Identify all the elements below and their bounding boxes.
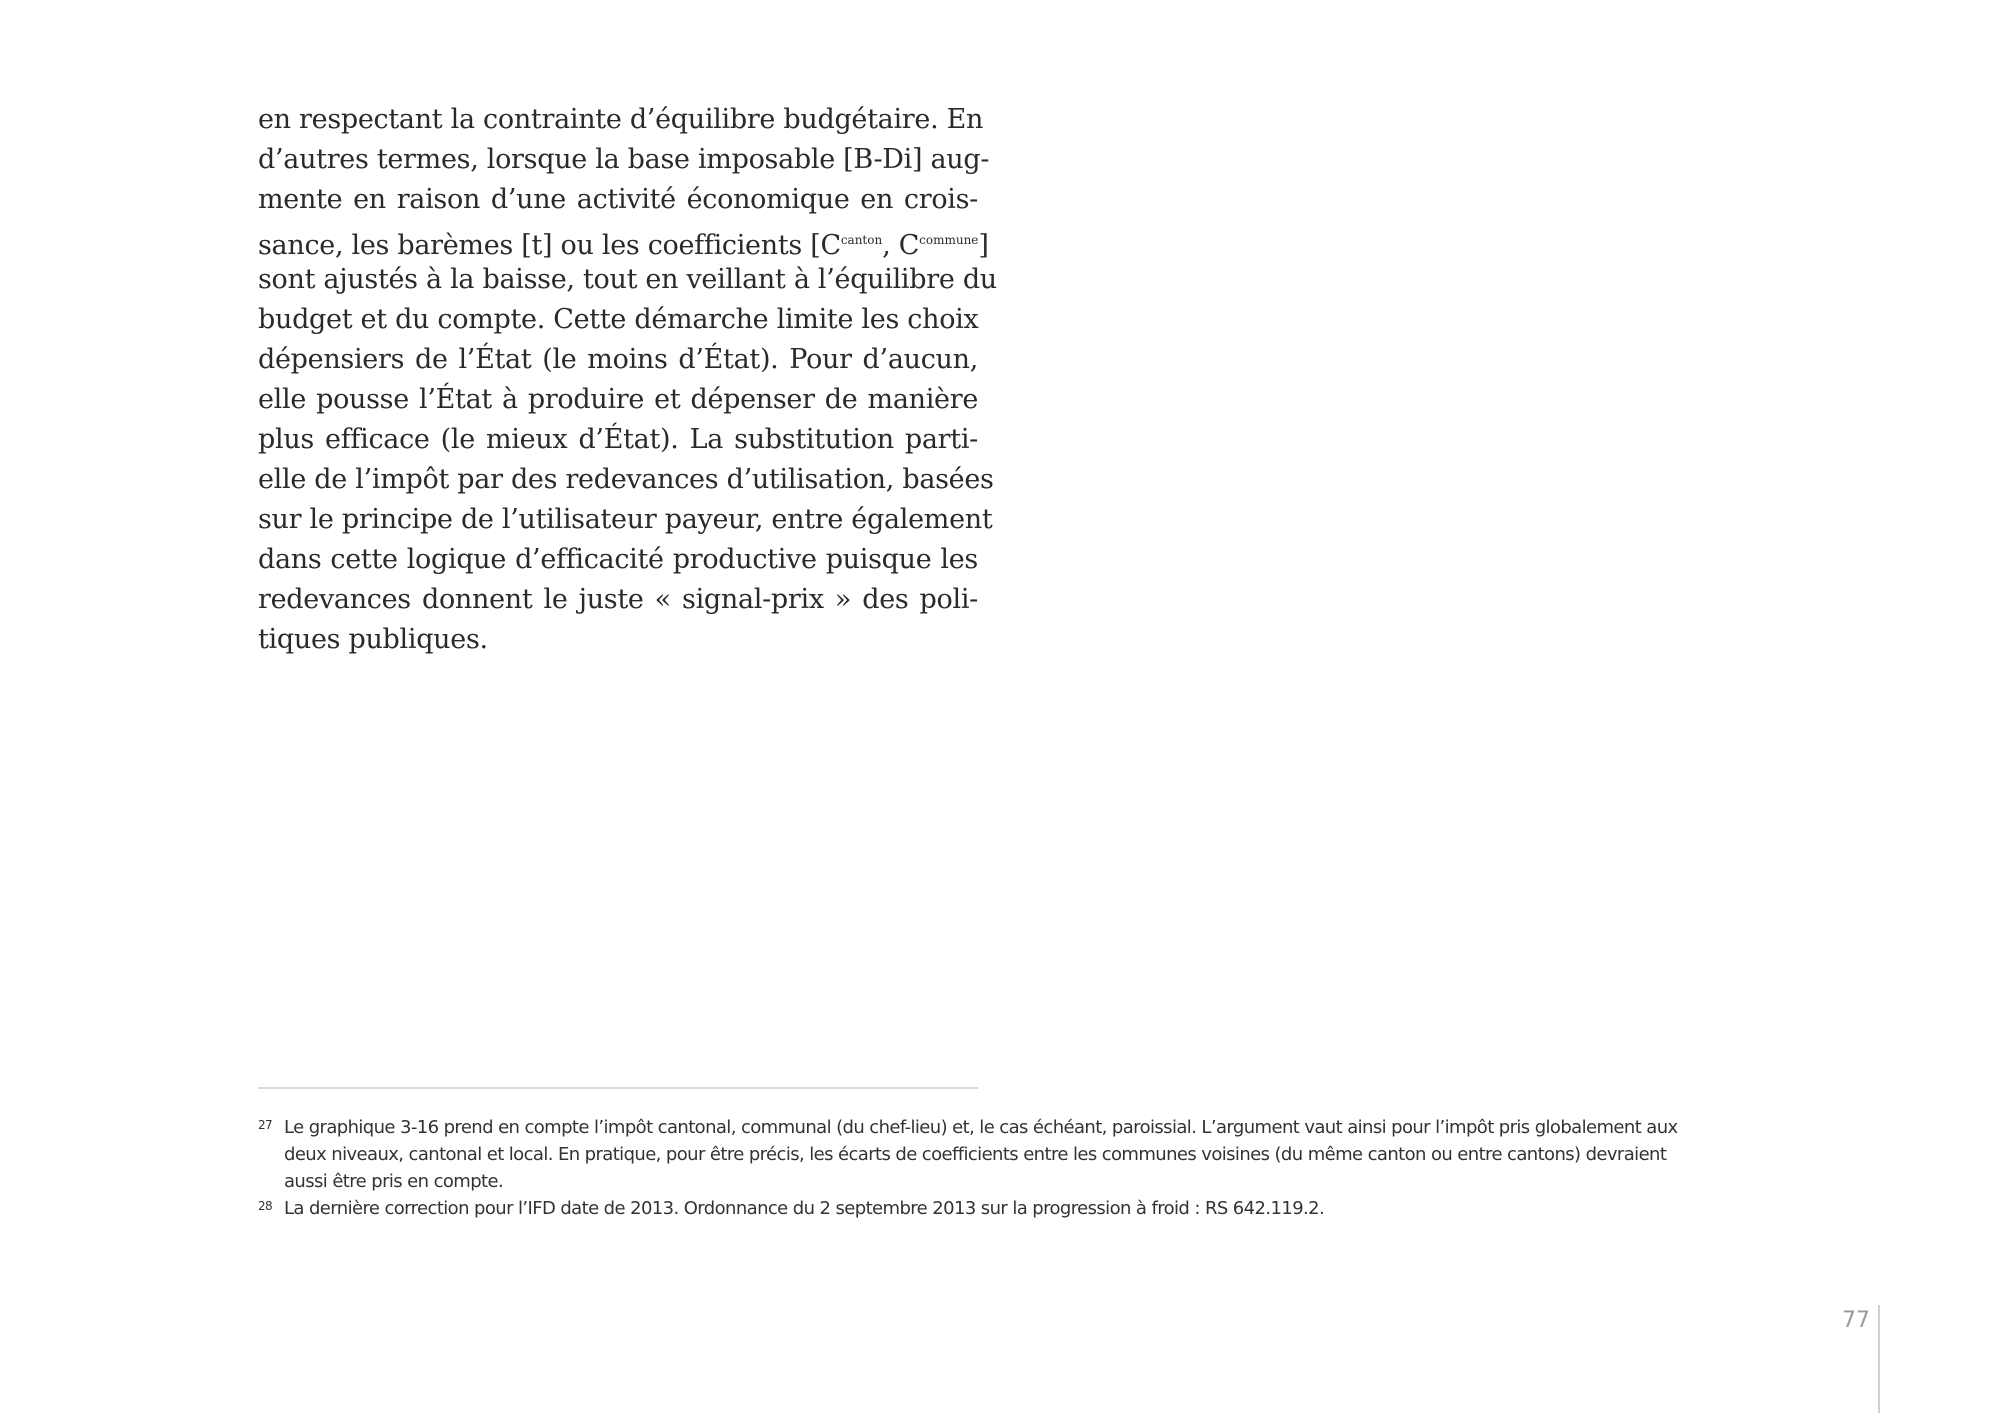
footnotes: [258, 1114, 1738, 1222]
superscript-canton: canton: [840, 233, 883, 247]
body-line: sur le principe de l’utilisateur payeur, entre également: [258, 504, 993, 535]
body-line: dans cette logique d’efficacité productive puisque les: [258, 544, 978, 575]
footnote-text-line: aussi être pris en compte.: [284, 1171, 504, 1192]
superscript-commune: commune: [919, 233, 979, 247]
footnote-text-line: deux niveaux, cantonal et local. En pratique, pour être précis, les écarts de coefficients entre les communes voisines (du même canton ou entre cantons) devraient: [284, 1144, 1667, 1165]
page-number: 77: [1842, 1308, 1870, 1333]
footnote-text-line: La dernière correction pour l’IFD date de 2013. Ordonnance du 2 septembre 2013 sur la progression à froid : RS 642.119.2.: [284, 1198, 1325, 1219]
footnote-27: [258, 1114, 1738, 1195]
body-text-fragment: , C: [882, 230, 920, 261]
body-line: mente en raison d’une activité économique en crois-: [258, 184, 978, 215]
body-line: dépensiers de l’État (le moins d’État). Pour d’aucun,: [258, 344, 978, 375]
body-line: redevances donnent le juste « signal-prix » des poli-: [258, 584, 978, 615]
body-line: en respectant la contrainte d’équilibre budgétaire. En: [258, 104, 984, 135]
body-line: sont ajustés à la baisse, tout en veillant à l’équilibre du: [258, 264, 997, 295]
body-text-fragment: ]: [978, 230, 989, 261]
footnote-28: [258, 1195, 1738, 1222]
body-line: elle de l’impôt par des redevances d’utilisation, basées: [258, 464, 994, 495]
footnote-number: 28: [258, 1199, 273, 1213]
page-edge-line: [1878, 1305, 1880, 1413]
body-line: tiques publiques.: [258, 624, 488, 655]
body-line: budget et du compte. Cette démarche limite les choix: [258, 304, 979, 335]
footnote-number: 27: [258, 1118, 273, 1132]
body-line: plus efficace (le mieux d’État). La substitution parti-: [258, 424, 978, 455]
body-line: d’autres termes, lorsque la base imposable [B-Di] aug-: [258, 144, 990, 175]
footnote-divider: [258, 1087, 978, 1089]
body-paragraph: [258, 100, 997, 660]
body-line-with-superscripts: [258, 220, 989, 261]
body-text-fragment: sance, les barèmes [t] ou les coefficients [C: [258, 230, 841, 261]
body-line: elle pousse l’État à produire et dépenser de manière: [258, 384, 978, 415]
footnote-text-line: Le graphique 3-16 prend en compte l’impôt cantonal, communal (du chef-lieu) et, le cas échéant, paroissial. L’argument vaut ainsi pour l’impôt pris globalement aux: [284, 1117, 1678, 1138]
